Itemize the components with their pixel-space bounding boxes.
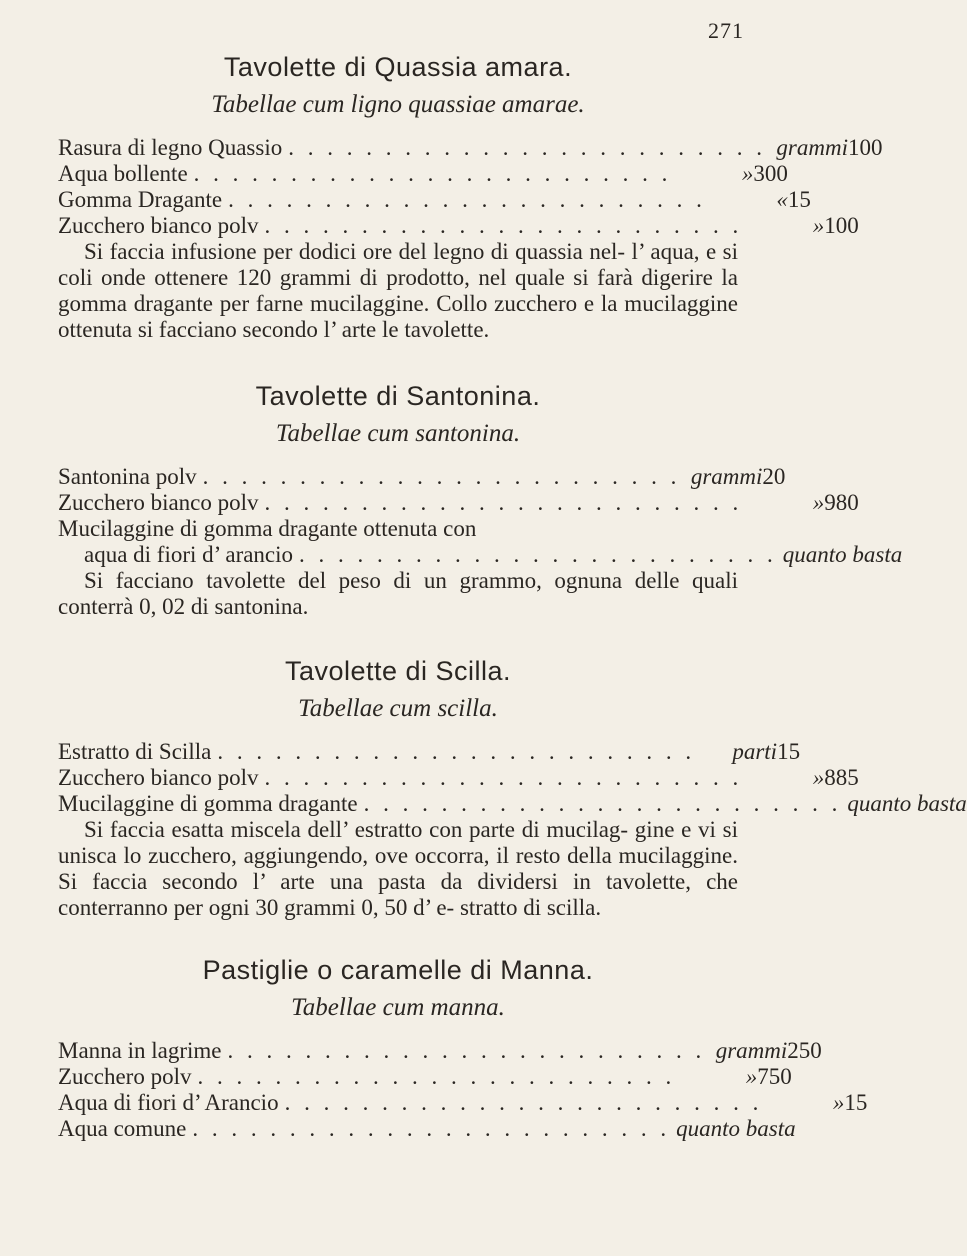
ingredient-name: Gomma Dragante — [58, 187, 223, 212]
ingredient-row — [58, 1116, 796, 1142]
ingredient-row — [58, 161, 788, 187]
ingredient-qty: 100 — [824, 213, 859, 238]
ingredient-qty: 15 — [777, 739, 801, 764]
section-title: Pastiglie o caramelle di Manna. — [202, 955, 594, 985]
ingredient-row — [58, 135, 883, 161]
leader-dots: . . . . . . . . . . . . . . . . . . . . . . . . . — [192, 1116, 671, 1141]
ingredient-qty: 885 — [824, 765, 859, 790]
ingredient-unit: quanto basta — [782, 542, 903, 567]
section-subtitle: Tabellae cum scilla. — [298, 695, 498, 722]
ingredient-qty: 980 — [824, 490, 859, 515]
ingredient-unit: quanto basta — [847, 791, 967, 816]
leader-dots: . . . . . . . . . . . . . . . . . . . . . . . . . — [264, 765, 743, 790]
recipe-section-quassia — [58, 52, 883, 343]
ingredient-row — [58, 542, 903, 568]
ingredient-name: Zucchero polv — [58, 1064, 192, 1089]
instructions-text: Si faccia infusione per dodici ore del legno di quassia nel- l’ aqua, e si coli onde ottenere 120 grammi di prodotto, nel quale si farà digerire la gomma dragante per farne mucilaggine. Collo zucchero e la mucilaggine ottenuta si facciano secondo l’ arte le tavolette. — [58, 239, 738, 342]
ingredient-row — [58, 187, 811, 213]
section-subtitle: Tabellae cum santonina. — [275, 420, 521, 447]
section-subtitle: Tabellae cum ligno quassiae amarae. — [211, 91, 585, 118]
leader-dots: . . . . . . . . . . . . . . . . . . . . . . . . . — [227, 1038, 706, 1063]
ingredient-row — [58, 1038, 822, 1064]
ingredient-list — [58, 1038, 868, 1142]
ingredient-qty: 250 — [787, 1038, 822, 1063]
ingredient-row — [58, 213, 859, 239]
ingredient-name: Santonina polv — [58, 464, 197, 489]
recipe-section-manna — [58, 955, 868, 1142]
ingredient-name: aqua di fiori d’ arancio — [84, 542, 294, 567]
ingredient-name-line1: Mucilaggine di gomma dragante ottenuta con — [58, 516, 477, 541]
ingredient-row — [58, 739, 801, 765]
leader-dots: . . . . . . . . . . . . . . . . . . . . . . . . . — [197, 1064, 676, 1089]
ingredient-unit: » — [745, 1064, 758, 1089]
ingredient-name: Mucilaggine di gomma dragante — [58, 791, 358, 816]
ingredient-row — [58, 765, 859, 791]
ingredient-qty: 15 — [787, 187, 811, 212]
instructions-text: Si faccia esatta miscela dell’ estratto con parte di mucilag- gine e vi si unisca lo zucchero, aggiungendo, ove occorra, il resto della mucilaggine. Si faccia secondo l’ arte una pasta da dividersi in tavolette, che conterranno per ogni 30 grammi 0, 50 d’ e- stratto di scilla. — [58, 817, 738, 920]
ingredient-qty: 20 — [762, 464, 786, 489]
ingredient-qty: 100 — [847, 135, 883, 160]
ingredient-unit: grammi — [690, 464, 763, 489]
ingredient-name: Zucchero bianco polv — [58, 765, 259, 790]
ingredient-row — [58, 464, 786, 490]
ingredient-list — [58, 464, 903, 568]
leader-dots: . . . . . . . . . . . . . . . . . . . . . . . . . — [217, 739, 696, 764]
ingredient-name: Rasura di legno Quassio — [58, 135, 283, 160]
section-title: Tavolette di Santonina. — [255, 381, 541, 411]
instructions-text: Si facciano tavolette del peso di un grammo, ognuna delle quali conterrà 0, 02 di santonina. — [58, 568, 738, 619]
ingredient-name: Manna in lagrime — [58, 1038, 222, 1063]
ingredient-row-first-line — [58, 516, 738, 542]
section-title: Tavolette di Quassia amara. — [223, 52, 573, 82]
recipe-section-scilla — [58, 656, 967, 921]
leader-dots: . . . . . . . . . . . . . . . . . . . . . . . . . — [193, 161, 672, 186]
ingredient-name: Estratto di Scilla — [58, 739, 212, 764]
page-number: 271 — [708, 18, 744, 43]
ingredient-unit: » — [812, 765, 825, 790]
ingredient-list — [58, 739, 967, 817]
ingredient-row — [58, 1064, 792, 1090]
ingredient-row — [58, 1090, 868, 1116]
ingredient-unit: quanto basta — [676, 1116, 796, 1141]
ingredient-name: Aqua di fiori d’ Arancio — [58, 1090, 279, 1115]
section-subtitle: Tabellae cum manna. — [291, 994, 505, 1021]
leader-dots: . . . . . . . . . . . . . . . . . . . . . . . . . — [299, 542, 777, 567]
ingredient-unit: » — [832, 1090, 845, 1115]
ingredient-unit: grammi — [715, 1038, 788, 1063]
leader-dots: . . . . . . . . . . . . . . . . . . . . . . . . . — [228, 187, 706, 212]
recipe-section-santonina — [58, 381, 903, 620]
ingredient-list — [58, 135, 883, 239]
ingredient-name: Aqua comune — [58, 1116, 187, 1141]
ingredient-name: Zucchero bianco polv — [58, 490, 259, 515]
section-title: Tavolette di Scilla. — [284, 656, 512, 686]
ingredient-unit: parti — [732, 739, 778, 764]
ingredient-unit: grammi — [776, 135, 848, 160]
leader-dots: . . . . . . . . . . . . . . . . . . . . . . . . . — [202, 464, 681, 489]
ingredient-unit: » — [741, 161, 754, 186]
ingredient-unit: » — [812, 213, 825, 238]
ingredient-name: Aqua bollente — [58, 161, 188, 186]
ingredient-name: Zucchero bianco polv — [58, 213, 259, 238]
ingredient-unit: « — [776, 187, 788, 212]
ingredient-unit: » — [812, 490, 825, 515]
ingredient-qty: 750 — [757, 1064, 792, 1089]
page-content — [58, 52, 967, 1142]
leader-dots: . . . . . . . . . . . . . . . . . . . . . . . . . — [264, 213, 743, 238]
leader-dots: . . . . . . . . . . . . . . . . . . . . . . . . . — [284, 1090, 763, 1115]
ingredient-qty: 15 — [844, 1090, 868, 1115]
ingredient-row — [58, 791, 967, 817]
ingredient-qty: 300 — [753, 161, 788, 186]
leader-dots: . . . . . . . . . . . . . . . . . . . . . . . . . — [264, 490, 743, 515]
leader-dots: . . . . . . . . . . . . . . . . . . . . . . . . . — [288, 135, 766, 160]
leader-dots: . . . . . . . . . . . . . . . . . . . . . . . . . — [363, 791, 842, 816]
ingredient-row — [58, 490, 859, 516]
